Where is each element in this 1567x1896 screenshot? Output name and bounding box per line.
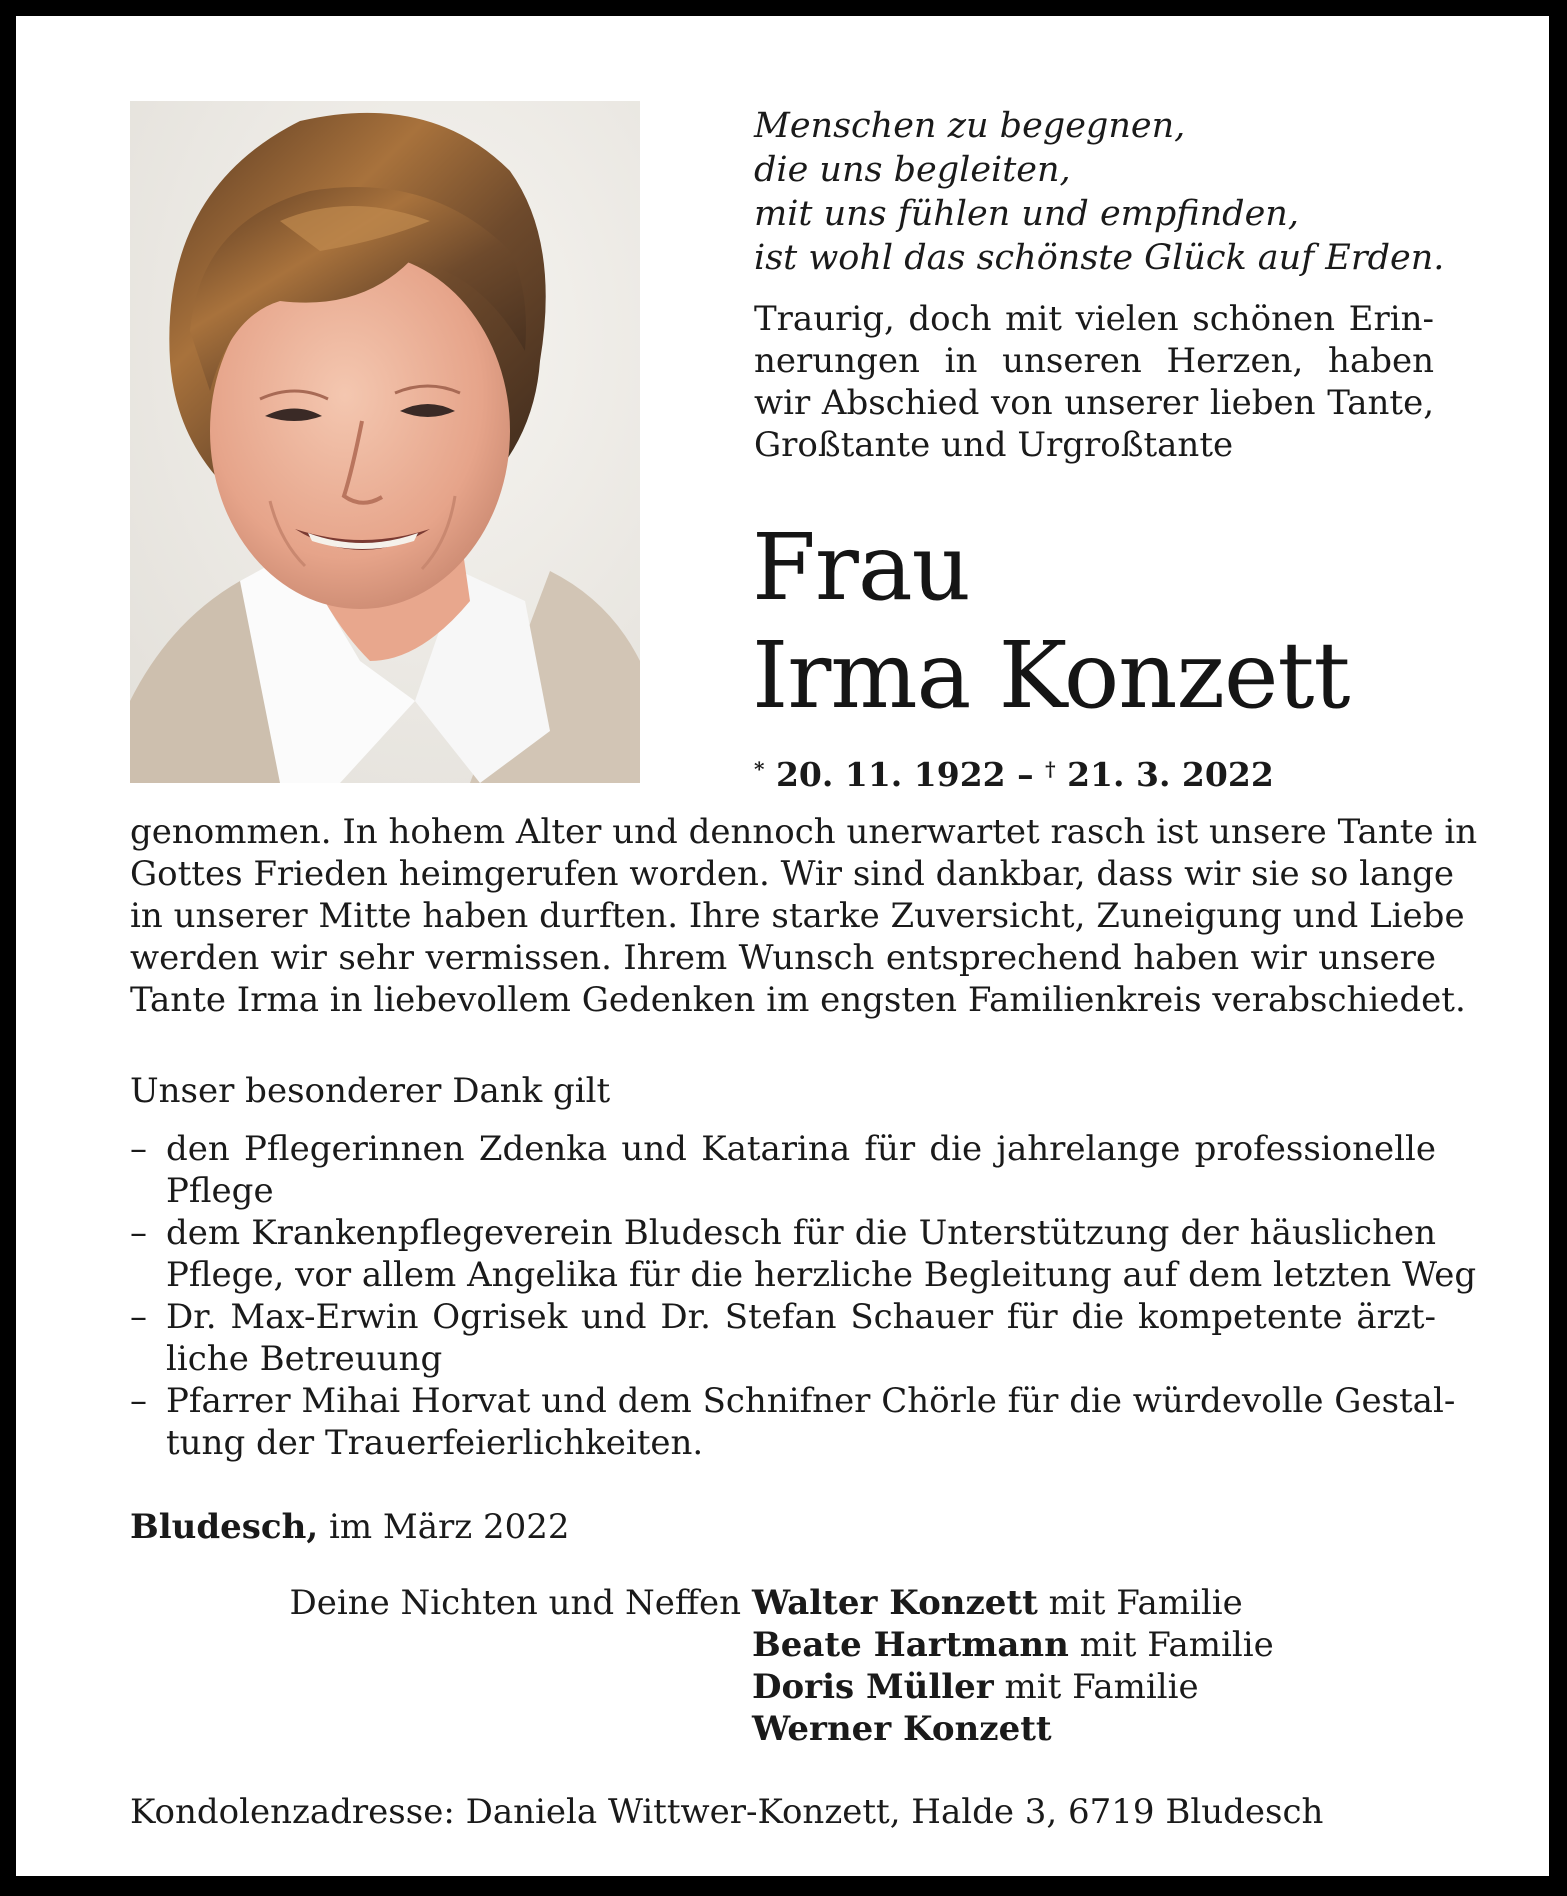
death-symbol: † — [1045, 757, 1056, 781]
thanks-line: dem Krankenpflegeverein Bludesch für die Unterstützung der häuslichen — [166, 1213, 1436, 1253]
body-text — [130, 811, 1478, 1021]
signature-list — [752, 1582, 1274, 1750]
place-city: Bludesch, — [130, 1507, 319, 1547]
place-month: im März 2022 — [329, 1507, 570, 1547]
thanks-item — [130, 1212, 1477, 1296]
thanks-list — [130, 1128, 1477, 1464]
signature-entry — [752, 1708, 1274, 1750]
thanks-line: Pflege — [166, 1171, 274, 1211]
family-suffix: mit Familie — [1079, 1625, 1274, 1665]
deceased-name — [752, 514, 1349, 730]
thanks-heading: Unser besonderer Dank gilt — [130, 1071, 611, 1111]
body-line: genommen. In hohem Alter und dennoch unerwartet rasch ist unsere Tante in — [130, 812, 1478, 852]
poem — [754, 104, 1454, 280]
family-suffix: mit Familie — [1048, 1583, 1243, 1623]
portrait-illustration — [130, 101, 640, 783]
portrait-photo — [130, 101, 640, 783]
birth-symbol: * — [754, 757, 765, 781]
signature-entry — [752, 1666, 1274, 1708]
date-separator: – — [1017, 755, 1034, 794]
signature-label: Deine Nichten und Neffen — [289, 1583, 741, 1623]
list-dash: – — [130, 1129, 147, 1169]
deceased-full-name: Irma Konzett — [752, 622, 1350, 729]
signature-name: Doris Müller — [752, 1667, 994, 1707]
poem-line: mit uns fühlen und empfinden, — [754, 194, 1299, 234]
signature-name: Beate Hartmann — [752, 1625, 1069, 1665]
deceased-title: Frau — [752, 514, 970, 621]
body-line: Tante Irma in liebevollem Gedenken im engsten Familienkreis verabschiedet. — [130, 980, 1466, 1020]
body-line: werden wir sehr vermissen. Ihrem Wunsch entsprechend haben wir unsere — [130, 938, 1436, 978]
list-dash: – — [130, 1213, 147, 1253]
intro-line: Großtante und Urgroßtante — [754, 425, 1234, 465]
poem-line: die uns begleiten, — [754, 150, 1071, 190]
life-dates — [754, 749, 1274, 795]
birth-date: 20. 11. 1922 — [775, 755, 1006, 794]
thanks-item — [130, 1380, 1456, 1464]
body-line: in unserer Mitte haben durften. Ihre starke Zuversicht, Zuneigung und Liebe — [130, 896, 1465, 936]
intro-text — [754, 298, 1434, 466]
thanks-item — [130, 1296, 1436, 1380]
thanks-line: liche Betreuung — [166, 1339, 443, 1379]
body-line: Gottes Frieden heimgerufen worden. Wir sind dankbar, dass wir sie so lange — [130, 854, 1455, 894]
signature-name: Walter Konzett — [752, 1583, 1038, 1623]
signature-name: Werner Konzett — [752, 1709, 1052, 1749]
intro-line: nerungen in unseren Herzen, haben — [754, 341, 1434, 381]
condolence-address: Kondolenzadresse: Daniela Wittwer-Konzett, Halde 3, 6719 Bludesch — [130, 1792, 1324, 1832]
family-suffix: mit Familie — [1004, 1667, 1199, 1707]
thanks-line: Pfarrer Mihai Horvat und dem Schnifner Chörle für die würdevolle Gestal- — [166, 1381, 1456, 1421]
list-dash: – — [130, 1297, 147, 1337]
intro-line: wir Abschied von unserer lieben Tante, — [754, 383, 1434, 423]
signature-entry — [752, 1624, 1274, 1666]
poem-line: Menschen zu begegnen, — [754, 106, 1186, 146]
place-date — [130, 1506, 570, 1548]
thanks-line: Dr. Max-Erwin Ogrisek und Dr. Stefan Schauer für die kompetente ärzt- — [166, 1297, 1436, 1337]
poem-line: ist wohl das schönste Glück auf Erden. — [754, 238, 1445, 278]
thanks-line: Pflege, vor allem Angelika für die herzliche Begleitung auf dem letzten Weg — [166, 1255, 1477, 1295]
thanks-line: tung der Trauerfeierlichkeiten. — [166, 1423, 704, 1463]
list-dash: – — [130, 1381, 147, 1421]
thanks-line: den Pflegerinnen Zdenka und Katarina für die jahrelange professionelle — [166, 1129, 1436, 1169]
signature-entry — [752, 1582, 1274, 1624]
death-date: 21. 3. 2022 — [1067, 755, 1274, 794]
obituary-page — [16, 16, 1549, 1876]
thanks-item — [130, 1128, 1436, 1212]
intro-line: Traurig, doch mit vielen schönen Erin- — [754, 299, 1434, 339]
